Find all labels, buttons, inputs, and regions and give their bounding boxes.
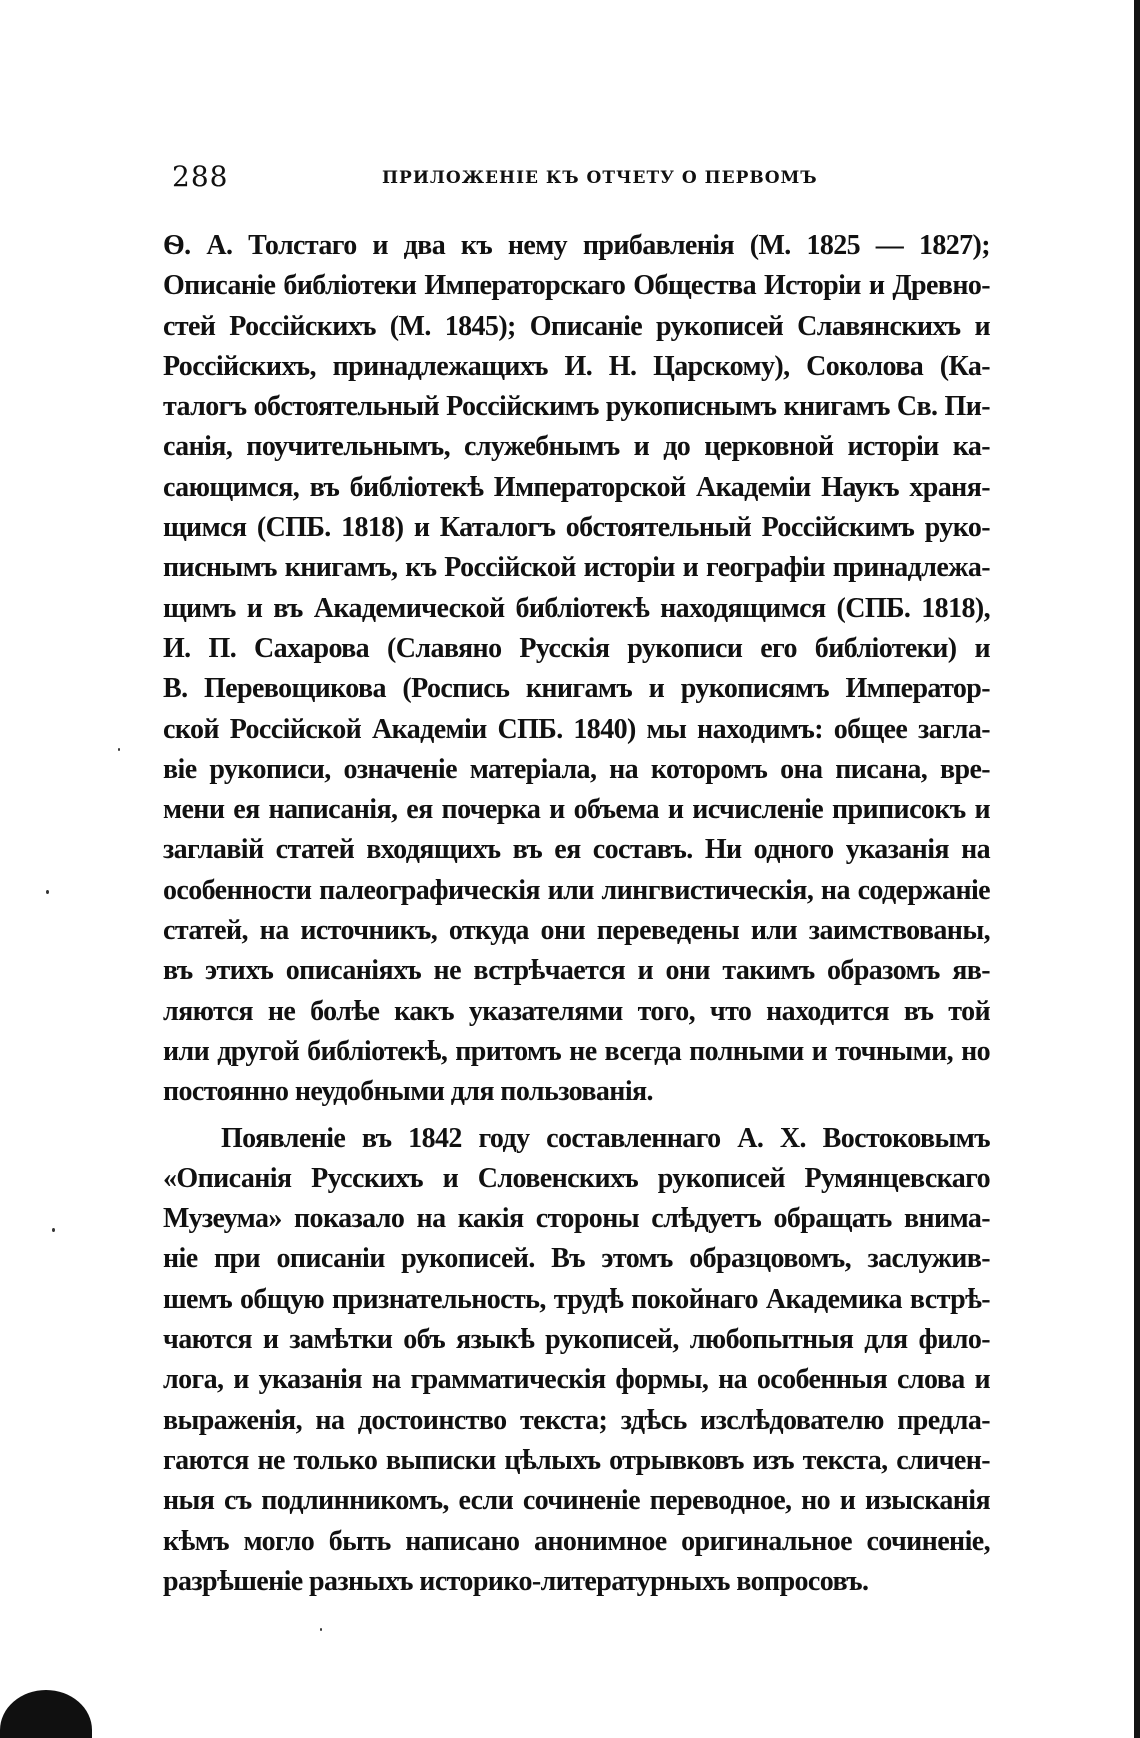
text-line: въ этихъ описаніяхъ не встрѣчается и они такимъ образомъ яв-	[163, 955, 990, 987]
text-line: гаются не только выписки цѣлыхъ отрывковъ изъ текста, сличен-	[163, 1444, 990, 1476]
text-line: ской Россійской Академіи СПБ. 1840) мы находимъ: общее загла-	[163, 713, 990, 745]
text-line: талогъ обстоятельный Россійскимъ рукописнымъ книгамъ Св. Пи-	[163, 391, 990, 423]
text-line: стей Россійскихъ (М. 1845); Описаніе рукописей Славянскихъ и	[163, 310, 990, 342]
body-text	[163, 226, 990, 1602]
paragraph	[163, 1119, 990, 1603]
page-header	[172, 160, 992, 200]
scan-edge-border	[1134, 0, 1140, 1738]
scan-speck	[52, 1228, 55, 1232]
text-line: Появленіе въ 1842 году составленнаго А. Х. Востоковымъ	[221, 1122, 990, 1154]
scan-speck	[46, 890, 49, 894]
text-line: щимся (СПБ. 1818) и Каталогъ обстоятельный Россійскимъ руко-	[163, 512, 990, 544]
text-line: постоянно неудобными для пользованія.	[163, 1076, 653, 1108]
text-line: выраженія, на достоинство текста; здѣсь изслѣдователю предла-	[163, 1404, 990, 1436]
text-line: Россійскихъ, принадлежащихъ И. Н. Царскому), Соколова (Ка-	[163, 350, 990, 382]
text-line: Музеума» показало на какія стороны слѣдуетъ обращать внима-	[163, 1203, 990, 1235]
text-line: кѣмъ могло быть написано анонимное оригинальное сочиненіе,	[163, 1525, 990, 1557]
text-line: санія, поучительнымъ, служебнымъ и до церковной исторіи ка-	[163, 431, 990, 463]
text-line: шемъ общую признательность, трудѣ покойнаго Академика встрѣ-	[163, 1283, 990, 1315]
text-line: В. Перевощикова (Роспись книгамъ и рукописямъ Император-	[163, 673, 990, 705]
text-line: мени ея написанія, ея почерка и объема и исчисленіе приписокъ и	[163, 794, 990, 826]
page-number: 288	[172, 160, 229, 193]
text-line: или другой библіотекѣ, притомъ не всегда полными и точными, но	[163, 1035, 990, 1067]
text-line: ляются не болѣе какъ указателями того, что находится въ той	[163, 995, 990, 1027]
text-line: чаются и замѣтки объ языкѣ рукописей, любопытныя для фило-	[163, 1324, 990, 1356]
text-line: писнымъ книгамъ, къ Россійской исторіи и географіи принадлежа-	[163, 552, 990, 584]
text-line: И. П. Сахарова (Славяно Русскія рукописи его библіотеки) и	[163, 632, 990, 664]
text-line: Ѳ. А. Толстаго и два къ нему прибавленія (М. 1825 — 1827);	[163, 230, 990, 261]
scan-edge-blot	[0, 1690, 92, 1738]
text-line: Описаніе библіотеки Императорскаго Общества Исторіи и Древно-	[163, 270, 990, 302]
scan-speck	[320, 1628, 322, 1631]
running-head: ПРИЛОЖЕНІЕ КЪ ОТЧЕТУ О ПЕРВОМЪ	[382, 168, 818, 188]
text-line: ніе при описаніи рукописей. Въ этомъ образцовомъ, заслужив-	[163, 1243, 990, 1275]
text-line: щимъ и въ Академической библіотекѣ находящимся (СПБ. 1818),	[163, 592, 990, 624]
text-line: «Описанія Русскихъ и Словенскихъ рукописей Румянцевскаго	[163, 1162, 990, 1194]
text-line: ныя съ подлинникомъ, если сочиненіе переводное, но и изысканія	[163, 1485, 990, 1517]
text-line: разрѣшеніе разныхъ историко-литературныхъ вопросовъ.	[163, 1565, 869, 1597]
text-line: лога, и указанія на грамматическія формы, на особенныя слова и	[163, 1364, 990, 1396]
text-line: заглавій статей входящихъ въ ея составъ. Ни одного указанія на	[163, 834, 990, 866]
scan-speck	[118, 748, 120, 751]
text-line: віе рукописи, означеніе матеріала, на которомъ она писана, вре-	[163, 753, 990, 785]
text-line: сающимся, въ библіотекѣ Императорской Академіи Наукъ храня-	[163, 471, 990, 503]
text-line: особенности палеографическія или лингвистическія, на содержаніе	[163, 874, 990, 906]
text-line: статей, на источникъ, откуда они переведены или заимствованы,	[163, 915, 990, 947]
